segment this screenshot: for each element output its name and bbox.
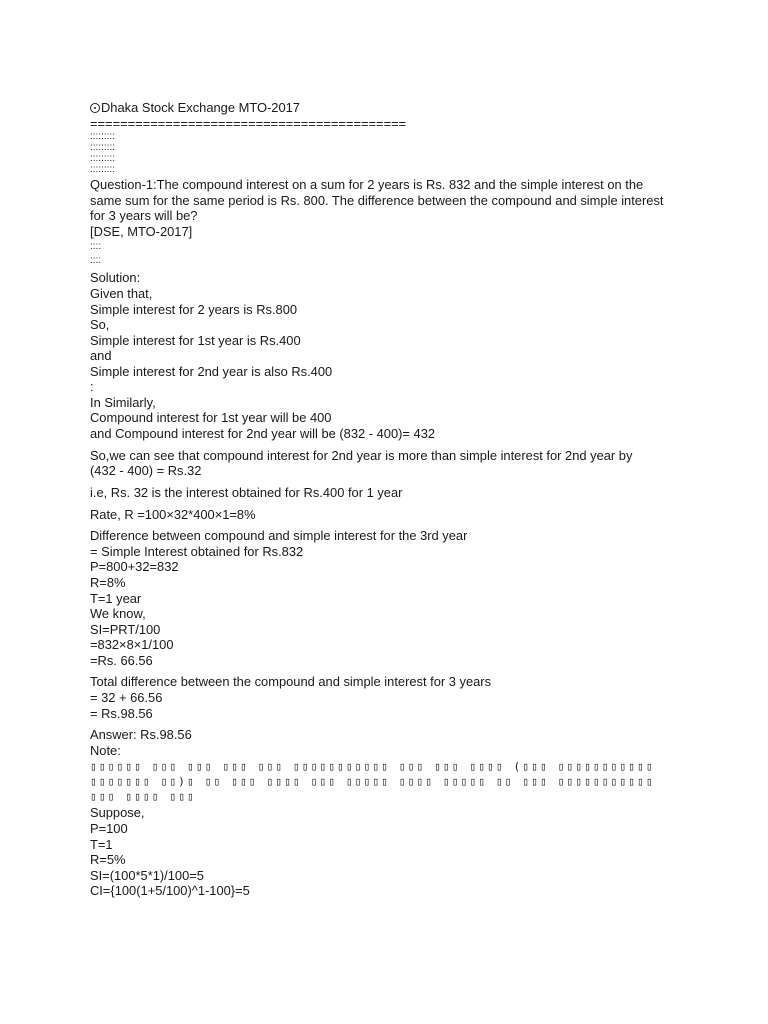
solution-line: : (90, 379, 94, 394)
example-line: R=5% (90, 852, 126, 867)
filler-dots: ::::::::: (90, 142, 116, 153)
document-title: Dhaka Stock Exchange MTO-2017 (101, 100, 300, 115)
question-source: [DSE, MTO-2017] (90, 224, 193, 239)
divider-line: ========================================== (90, 116, 407, 131)
solution-line: = 32 + 66.56 (90, 690, 163, 705)
solution-line: So, (90, 317, 110, 332)
solution-line: Compound interest for 1st year will be 400 (90, 410, 332, 425)
filler-dots: ::::::::: (90, 153, 116, 164)
solution-line: SI=PRT/100 (90, 622, 161, 637)
solution-line: R=8% (90, 575, 126, 590)
filler-dots: ::::::::: (90, 131, 116, 142)
note-bengali-line: ▯▯▯▯▯▯ ▯▯▯ ▯▯▯ ▯▯▯ ▯▯▯ ▯▯▯▯▯▯▯▯▯▯▯ ▯▯▯ ▯▯▯ ▯▯▯▯ (▯▯▯ ▯▯▯▯▯▯▯▯▯▯▯ (90, 760, 655, 773)
solution-line: Simple interest for 2 years is Rs.800 (90, 302, 298, 317)
solution-line: =832×8×1/100 (90, 637, 174, 652)
circle-dot-icon (90, 103, 100, 113)
solution-line: i.e, Rs. 32 is the interest obtained for Rs.400 for 1 year (90, 485, 403, 500)
solution-line: Rate, R =100×32*400×1=8% (90, 507, 256, 522)
document-title-row (90, 100, 300, 115)
note-bengali-line: ▯▯▯ ▯▯▯▯ ▯▯▯ (90, 790, 196, 803)
solution-line: = Simple Interest obtained for Rs.832 (90, 544, 304, 559)
solution-line: In Similarly, (90, 395, 156, 410)
example-line: Suppose, (90, 805, 145, 820)
solution-line: Difference between compound and simple interest for the 3rd year (90, 528, 468, 543)
question-line: for 3 years will be? (90, 208, 198, 223)
solution-line: T=1 year (90, 591, 142, 606)
solution-line: and Compound interest for 2nd year will be (832 - 400)= 432 (90, 426, 436, 441)
solution-line: We know, (90, 606, 146, 621)
example-line: T=1 (90, 837, 113, 852)
solution-line: P=800+32=832 (90, 559, 179, 574)
solution-line: Simple interest for 1st year is Rs.400 (90, 333, 301, 348)
question-line: Question-1:The compound interest on a sum for 2 years is Rs. 832 and the simple interest on the (90, 177, 644, 192)
answer-line: Answer: Rs.98.56 (90, 727, 192, 742)
filler-dots: :::: (90, 255, 102, 266)
solution-line: = Rs.98.56 (90, 706, 153, 721)
example-line: P=100 (90, 821, 128, 836)
example-line: SI=(100*5*1)/100=5 (90, 868, 204, 883)
solution-line: Total difference between the compound and simple interest for 3 years (90, 674, 492, 689)
filler-dots: ::::::::: (90, 164, 116, 175)
solution-line: Given that, (90, 286, 153, 301)
question-line: same sum for the same period is Rs. 800. The difference between the compound and simple interest (90, 193, 664, 208)
solution-line: =Rs. 66.56 (90, 653, 153, 668)
solution-line: and (90, 348, 112, 363)
filler-dots: :::: (90, 241, 102, 252)
example-line: CI={100(1+5/100)^1-100}=5 (90, 883, 250, 898)
note-bengali-line: ▯▯▯▯▯▯▯ ▯▯)▯ ▯▯ ▯▯▯ ▯▯▯▯ ▯▯▯ ▯▯▯▯▯ ▯▯▯▯ ▯▯▯▯▯ ▯▯ ▯▯▯ ▯▯▯▯▯▯▯▯▯▯▯ (90, 775, 655, 788)
solution-heading: Solution: (90, 270, 141, 285)
solution-line: So,we can see that compound interest for 2nd year is more than simple interest for 2nd year by (90, 448, 633, 463)
solution-line: Simple interest for 2nd year is also Rs.400 (90, 364, 333, 379)
note-heading: Note: (90, 743, 121, 758)
solution-line: (432 - 400) = Rs.32 (90, 463, 202, 478)
